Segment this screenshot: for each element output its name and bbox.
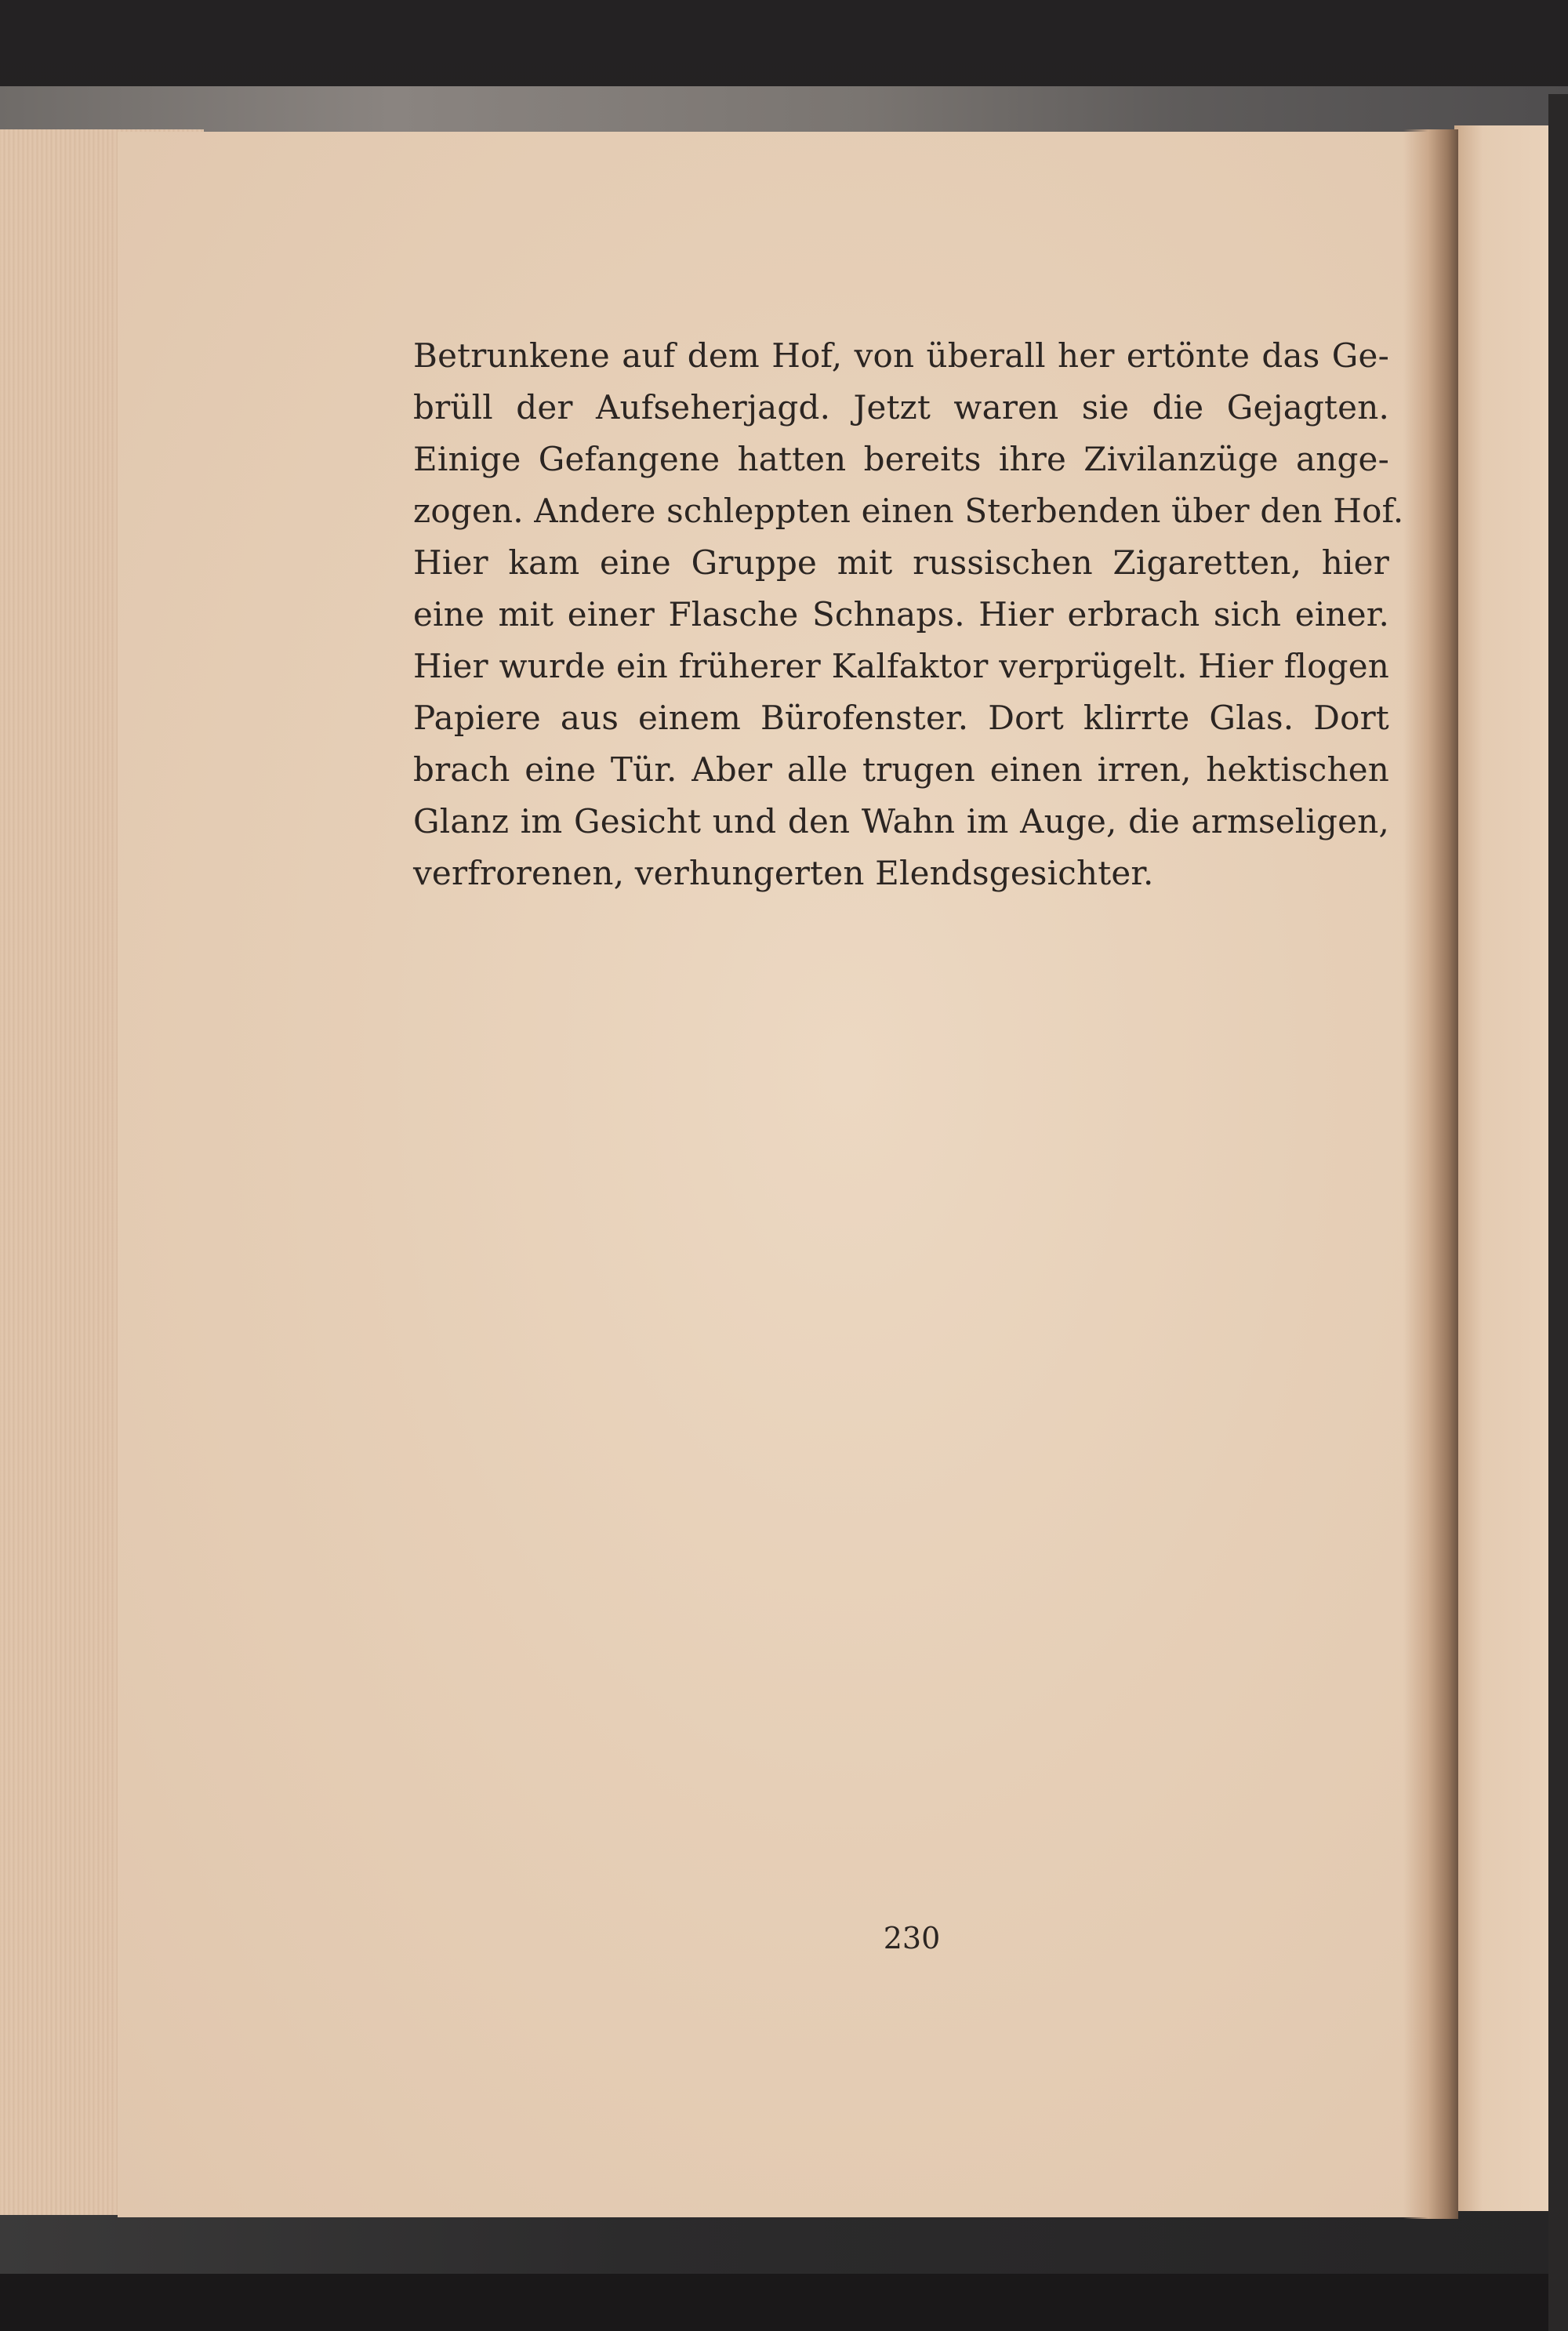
text-line-last: verfrorenen, verhungerten Elendsgesichter. bbox=[413, 854, 1154, 892]
text-line: Betrunkene auf dem Hof, von überall her ertönte das Ge- bbox=[413, 336, 1389, 375]
page-body-text bbox=[413, 330, 1404, 899]
text-line: eine mit einer Flasche Schnaps. Hier erbrach sich einer. bbox=[413, 595, 1389, 634]
page-number: 230 bbox=[883, 1921, 941, 1955]
text-line: Hier wurde ein früherer Kalfaktor verprügelt. Hier flogen bbox=[413, 647, 1389, 685]
text-line: zogen. Andere schleppten einen Sterbenden über den Hof. bbox=[413, 492, 1404, 530]
text-line: Papiere aus einem Bürofenster. Dort klirrte Glas. Dort bbox=[413, 699, 1389, 737]
text-line: Einige Gefangene hatten bereits ihre Zivilanzüge ange- bbox=[413, 440, 1389, 478]
book-cover-right-edge bbox=[1548, 94, 1568, 2331]
page-gutter bbox=[1403, 129, 1458, 2219]
text-line: brüll der Aufseherjagd. Jetzt waren sie die Gejagten. bbox=[413, 388, 1389, 427]
text-line: Hier kam eine Gruppe mit russischen Zigaretten, hier bbox=[413, 543, 1389, 582]
text-line: brach eine Tür. Aber alle trugen einen irren, hektischen bbox=[413, 750, 1389, 789]
text-line: Glanz im Gesicht und den Wahn im Auge, die armseligen, bbox=[413, 802, 1389, 841]
